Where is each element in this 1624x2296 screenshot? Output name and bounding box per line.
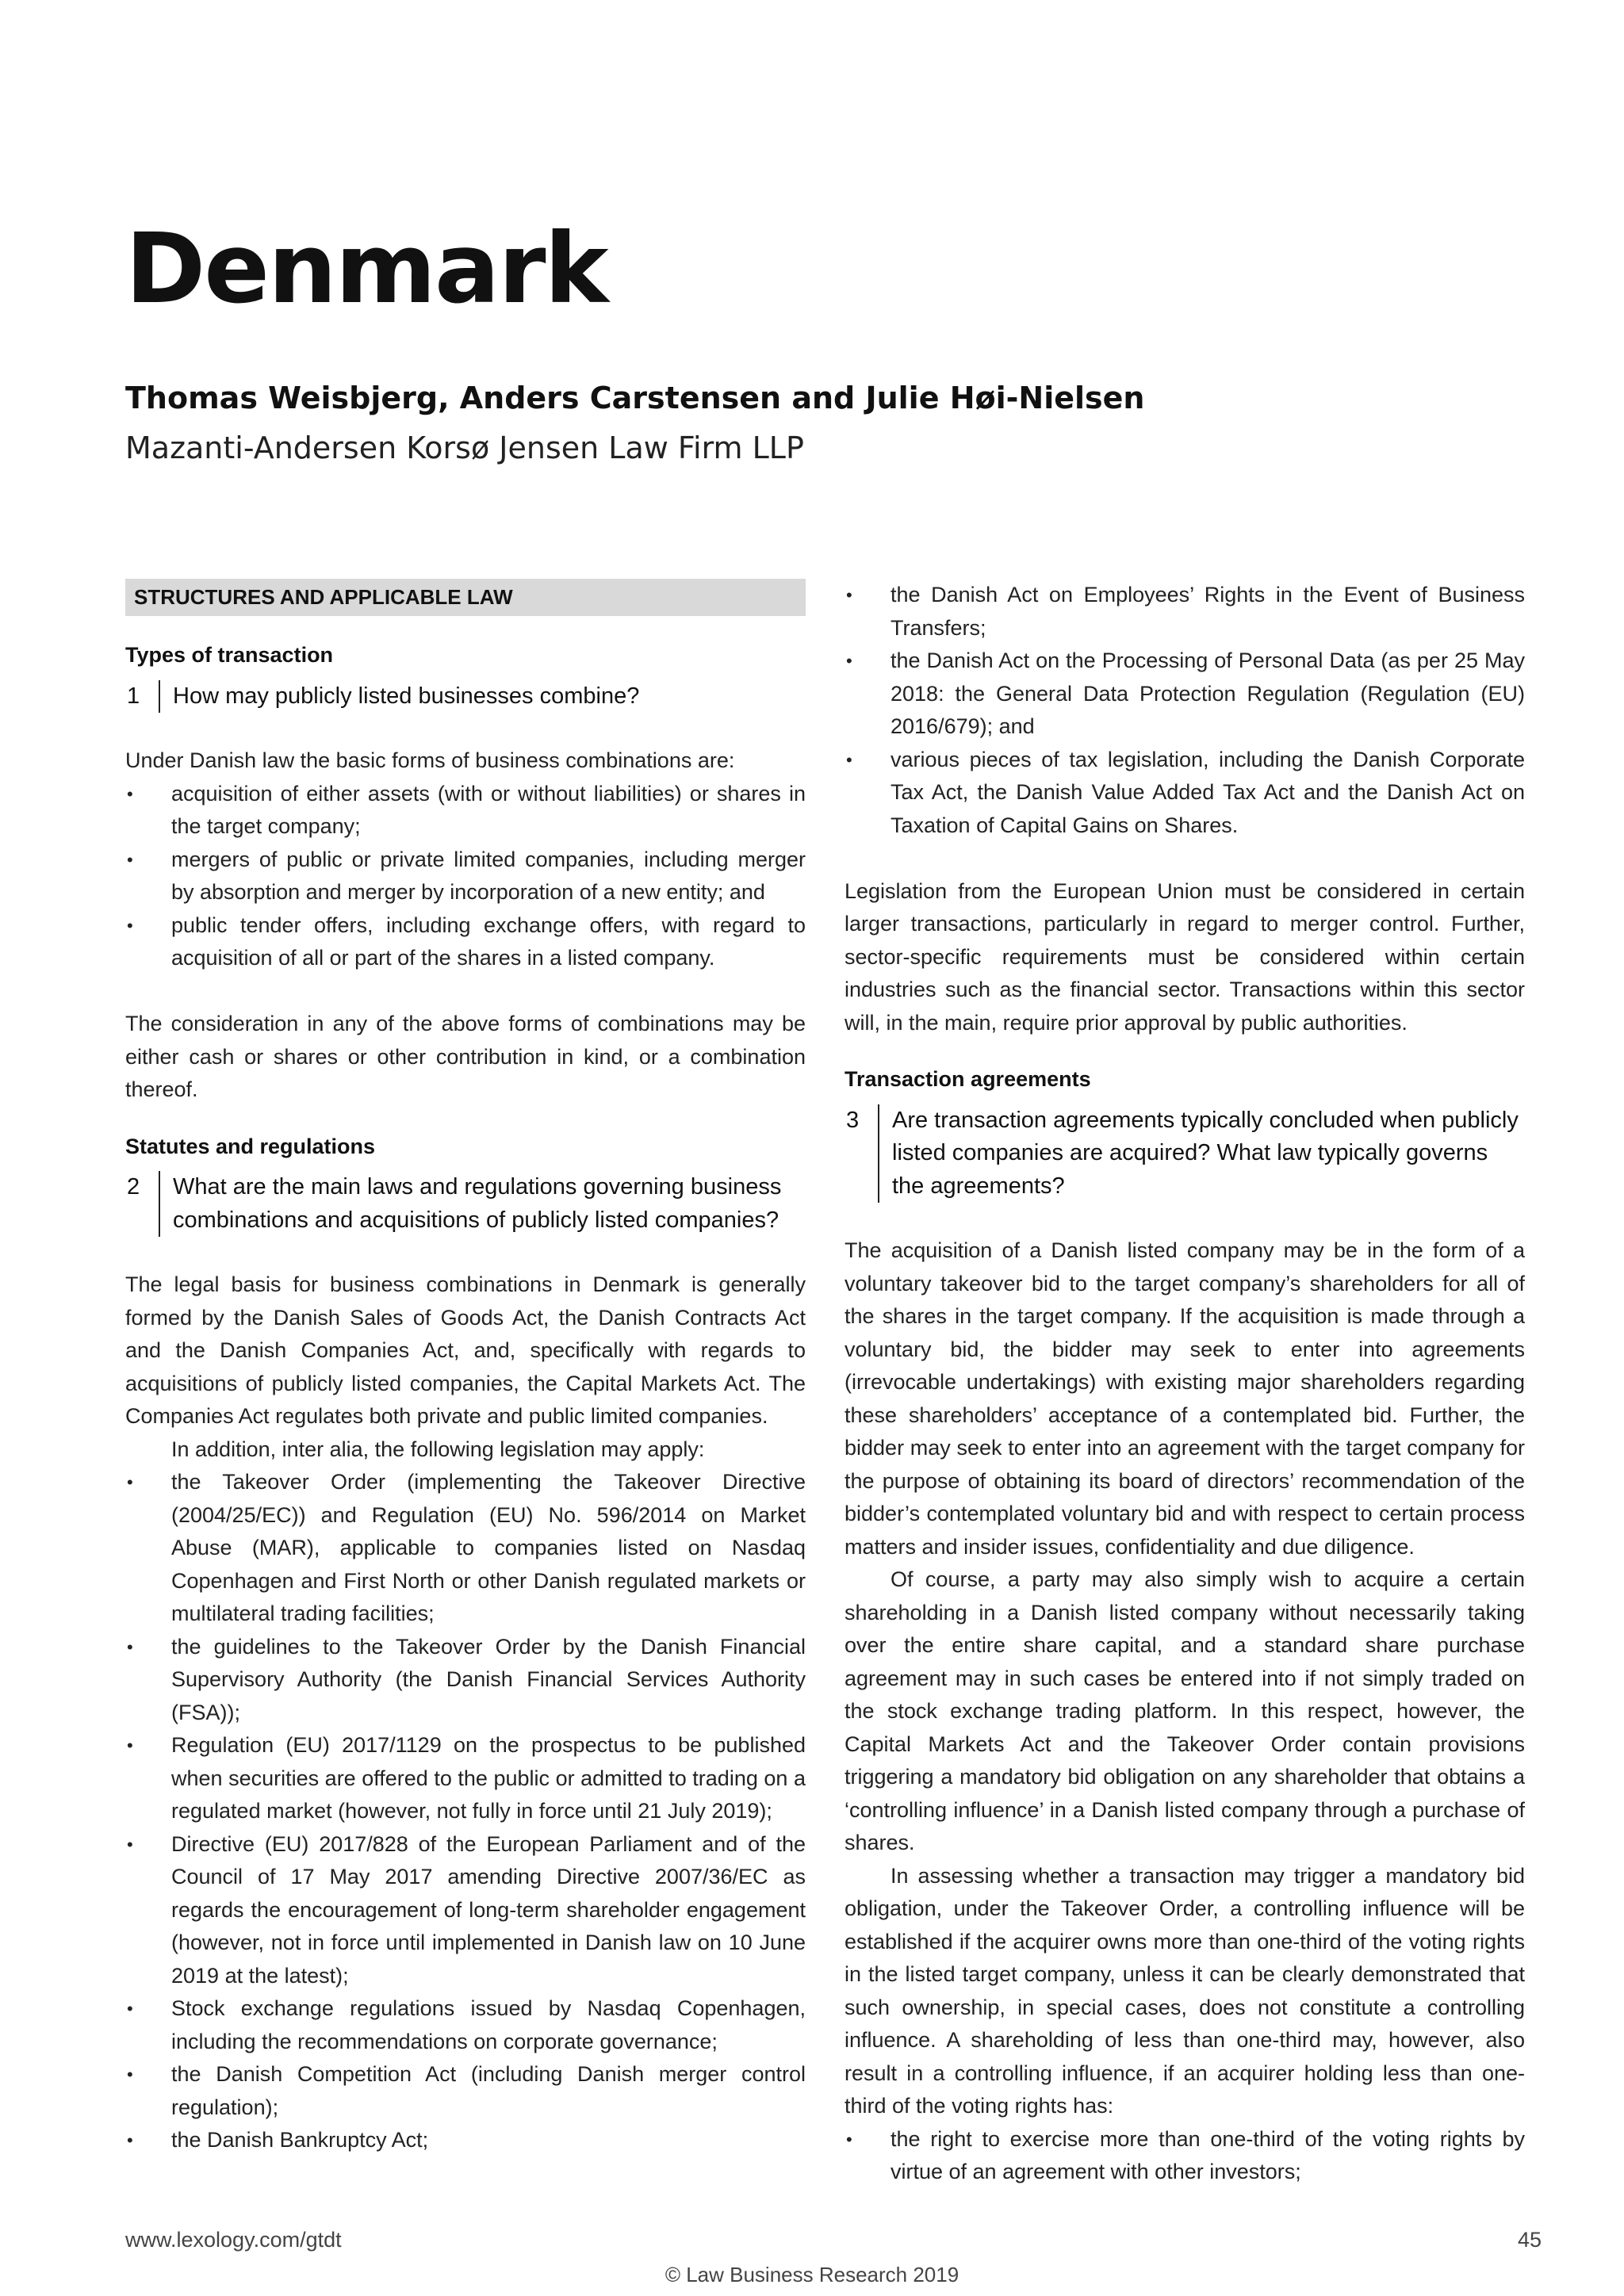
list-item: • the Danish Act on the Processing of Personal Data (as per 25 May 2018: the General Data Protection Regulation (Regulation (EU) 2016/679); and (845, 645, 1525, 744)
bullet-list (845, 2123, 1525, 2189)
page-title: Denmark (125, 212, 607, 325)
list-item: • the right to exercise more than one-third of the voting rights by virtue of an agreement with other investors; (845, 2123, 1525, 2189)
list-item: • Regulation (EU) 2017/1129 on the prospectus to be published when securities are offered to the public or admitted to trading on a regulated market (however, not fully in force until 21 July 2019); (125, 1729, 806, 1828)
paragraph: The legal basis for business combinations in Denmark is generally formed by the Danish Sales of Goods Act, the Danish Contracts Act and the Danish Companies Act, and, specifically with regards to acquisitions of publicly listed companies, the Capital Markets Act. The Companies Act regulates both private and public limited companies. (125, 1272, 806, 1428)
footer-url: www.lexology.com/gtdt (125, 2228, 342, 2252)
paragraph: Under Danish law the basic forms of business combinations are: (125, 748, 735, 772)
list-item: • the Danish Act on Employees’ Rights in the Event of Business Transfers; (845, 579, 1525, 645)
question-1 (125, 680, 806, 714)
law-firm: Mazanti-Andersen Korsø Jensen Law Firm LLP (125, 430, 804, 465)
subheading-transaction-agreements: Transaction agreements (845, 1067, 1091, 1091)
question-text: Are transaction agreements typically concluded when publicly listed companies are acquired? What law typically governs the agreements? (878, 1104, 1525, 1203)
authors: Thomas Weisbjerg, Anders Carstensen and Julie Høi-Nielsen (125, 381, 1145, 415)
bullet-list (125, 778, 806, 975)
list-item: • the guidelines to the Takeover Order by the Danish Financial Supervisory Authority (the Danish Financial Services Authority (FSA)); (125, 1631, 806, 1730)
copyright: © Law Business Research 2019 (665, 2263, 959, 2286)
list-item: • Stock exchange regulations issued by Nasdaq Copenhagen, including the recommendations on corporate governance; (125, 1992, 806, 2058)
question-2 (125, 1171, 806, 1237)
section-heading: STRUCTURES AND APPLICABLE LAW (125, 579, 806, 616)
question-text: How may publicly listed businesses combine? (159, 680, 639, 714)
paragraph: The acquisition of a Danish listed company may be in the form of a voluntary takeover bid to the target company’s shareholders for all of the shares in the target company. If the acquisition is made through a voluntary bid, the bidder may seek to enter into agreements (irrevocable undertakings) with existing major shareholders regarding these shareholders’ acceptance of a contemplated bid. Further, the bidder may seek to enter into an agreement with the target company for the purpose of obtaining its board of directors’ recommendation of the bidder’s contemplated voluntary bid and with respect to certain process matters and insider issues, confidentiality and due diligence. (845, 1238, 1525, 1559)
list-item: • Directive (EU) 2017/828 of the European Parliament and of the Council of 17 May 2017 amending Directive 2007/36/EC as regards the encouragement of long-term shareholder engagement (however, not in force until implemented in Danish law on 10 June 2019 at the latest); (125, 1828, 806, 1993)
list-item: • the Takeover Order (implementing the Takeover Directive (2004/25/EC)) and Regulation (EU) No. 596/2014 on Market Abuse (MAR), applicable to companies listed on Nasdaq Copenhagen and First North or other Danish regulated markets or multilateral trading facilities; (125, 1466, 806, 1631)
bullet-list (845, 579, 1525, 842)
list-item: • public tender offers, including exchange offers, with regard to acquisition of all or part of the shares in a listed company. (125, 909, 806, 975)
list-item: • acquisition of either assets (with or without liabilities) or shares in the target company; (125, 778, 806, 844)
paragraph: Of course, a party may also simply wish to acquire a certain shareholding in a Danish listed company without necessarily taking over the entire share capital, and a standard share purchase agreement may in such cases be entered into if not simply traded on the stock exchange trading platform. In this respect, however, the Capital Markets Act and the Takeover Order contain provisions triggering a mandatory bid obligation on any shareholder that obtains a ‘controlling influence’ in a Danish listed company through a purchase of shares. (845, 1567, 1525, 1854)
page-number: 45 (1517, 2228, 1542, 2252)
question-number: 2 (127, 1174, 140, 1200)
question-text: What are the main laws and regulations governing business combinations and acquisitions of publicly listed companies? (159, 1171, 806, 1237)
subheading-statutes-and-regulations: Statutes and regulations (125, 1134, 376, 1158)
paragraph: Legislation from the European Union must be considered in certain larger transactions, particularly in regard to merger control. Further, sector-specific requirements must be considered within certain industries such as the financial sector. Transactions within this sector will, in the main, require prior approval by public authorities. (845, 878, 1525, 1035)
left-column (125, 579, 806, 2157)
question-3 (845, 1104, 1525, 1203)
right-column (845, 579, 1525, 2189)
paragraph: In addition, inter alia, the following legislation may apply: (171, 1437, 705, 1461)
list-item: • various pieces of tax legislation, including the Danish Corporate Tax Act, the Danish Value Added Tax Act and the Danish Act on Taxation of Capital Gains on Shares. (845, 744, 1525, 843)
list-item: • mergers of public or private limited companies, including merger by absorption and merger by incorporation of a new entity; and (125, 844, 806, 909)
paragraph: In assessing whether a transaction may trigger a mandatory bid obligation, under the Takeover Order, a controlling influence will be established if the acquirer owns more than one-third of the voting rights in the listed target company, unless it can be clearly demonstrated that such ownership, in special cases, does not constitute a controlling influence. A shareholding of less than one-third may, however, also result in a controlling influence, if an acquirer holding less than one-third of the voting rights has: (845, 1863, 1525, 2118)
bullet-list (125, 1466, 806, 2157)
list-item: • the Danish Competition Act (including Danish merger control regulation); (125, 2058, 806, 2124)
paragraph: The consideration in any of the above forms of combinations may be either cash or shares or other contribution in kind, or a combination thereof. (125, 1012, 806, 1101)
question-number: 3 (846, 1107, 860, 1133)
subheading-types-of-transaction: Types of transaction (125, 643, 334, 667)
list-item: • the Danish Bankruptcy Act; (125, 2124, 806, 2157)
question-number: 1 (127, 683, 140, 709)
